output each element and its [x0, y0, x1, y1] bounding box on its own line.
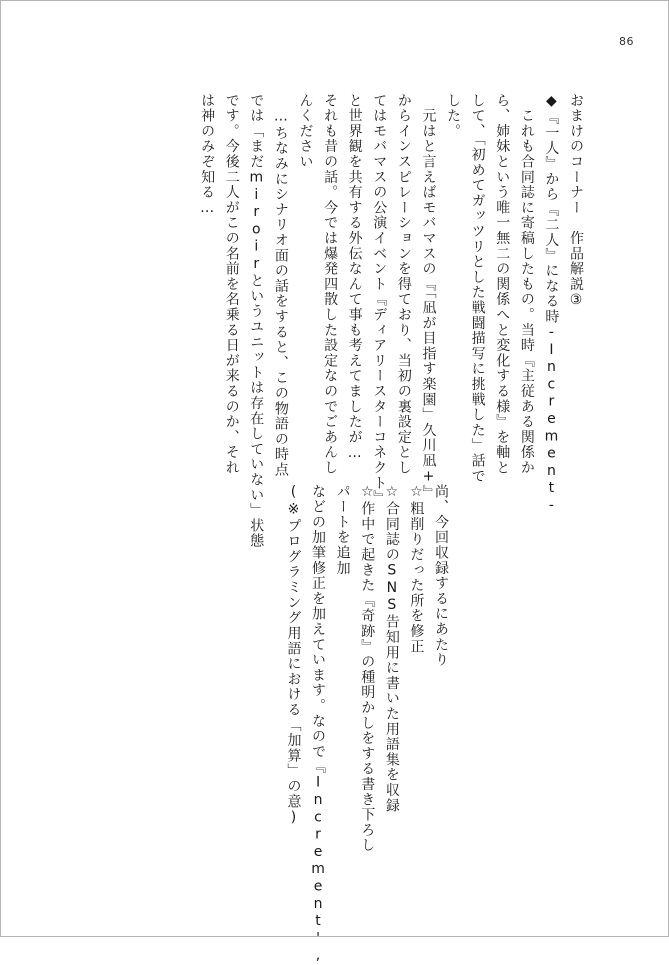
section-heading: おまけのコーナー 作品解説③	[568, 93, 584, 310]
body-line: からインスピレーションを得ており、当初の裏設定とし	[395, 93, 412, 476]
body-line: と世界観を共有する外伝なんて事も考えてましたが…	[346, 93, 363, 463]
body-line: です。今後二人がこの名前を名乗る日が来るのか、それ	[223, 93, 240, 476]
body-line: …ちなみにシナリオ面の話をすると、この物語の時点	[272, 93, 289, 478]
page-number: 86	[619, 35, 634, 48]
body-line: てはモバマスの公演イベント『ディアリースターコネクト』	[371, 93, 388, 507]
body-line: ら、姉妹という唯一無二の関係へと変化する様』を軸と	[494, 93, 511, 476]
afterword-column-bottom	[281, 484, 453, 965]
body-line: ◆『一人』から『二人』になる時-Increment-	[543, 93, 560, 515]
body-line: (※プログラミング用語における「加算」の意)	[285, 484, 302, 827]
body-line: では「まだmiroirというユニットは存在していない」状態	[248, 93, 265, 549]
body-line: それも昔の話。今では爆発四散した設定なのでごあんし	[322, 93, 339, 476]
body-line: ☆作中で起きた『奇跡』の種明かしをする書き下ろし	[359, 484, 376, 854]
body-line: 元はと言えばモバマスの『「凪が目指す楽園」久川凪+』	[420, 93, 437, 502]
body-line: などの加筆修正を加えています。なので『Increment',	[310, 484, 327, 965]
body-line: して、「初めてガッツリとした戦闘描写に挑戦した」話で	[469, 93, 486, 484]
body-line: これも合同誌に寄稿したもの。当時『主従ある関係か	[518, 93, 535, 476]
body-line: した。	[445, 93, 462, 139]
body-line: ☆粗削りだった所を修正	[408, 484, 425, 655]
body-line: パートを追加	[334, 484, 351, 576]
body-line: 尚、今回収録するにあたり	[433, 484, 449, 668]
body-line: は神のみぞ知る…	[199, 93, 216, 218]
body-line: ☆合同誌のSNS告知用に書いた用語集を収録	[383, 484, 400, 814]
body-line: んください	[297, 93, 314, 170]
